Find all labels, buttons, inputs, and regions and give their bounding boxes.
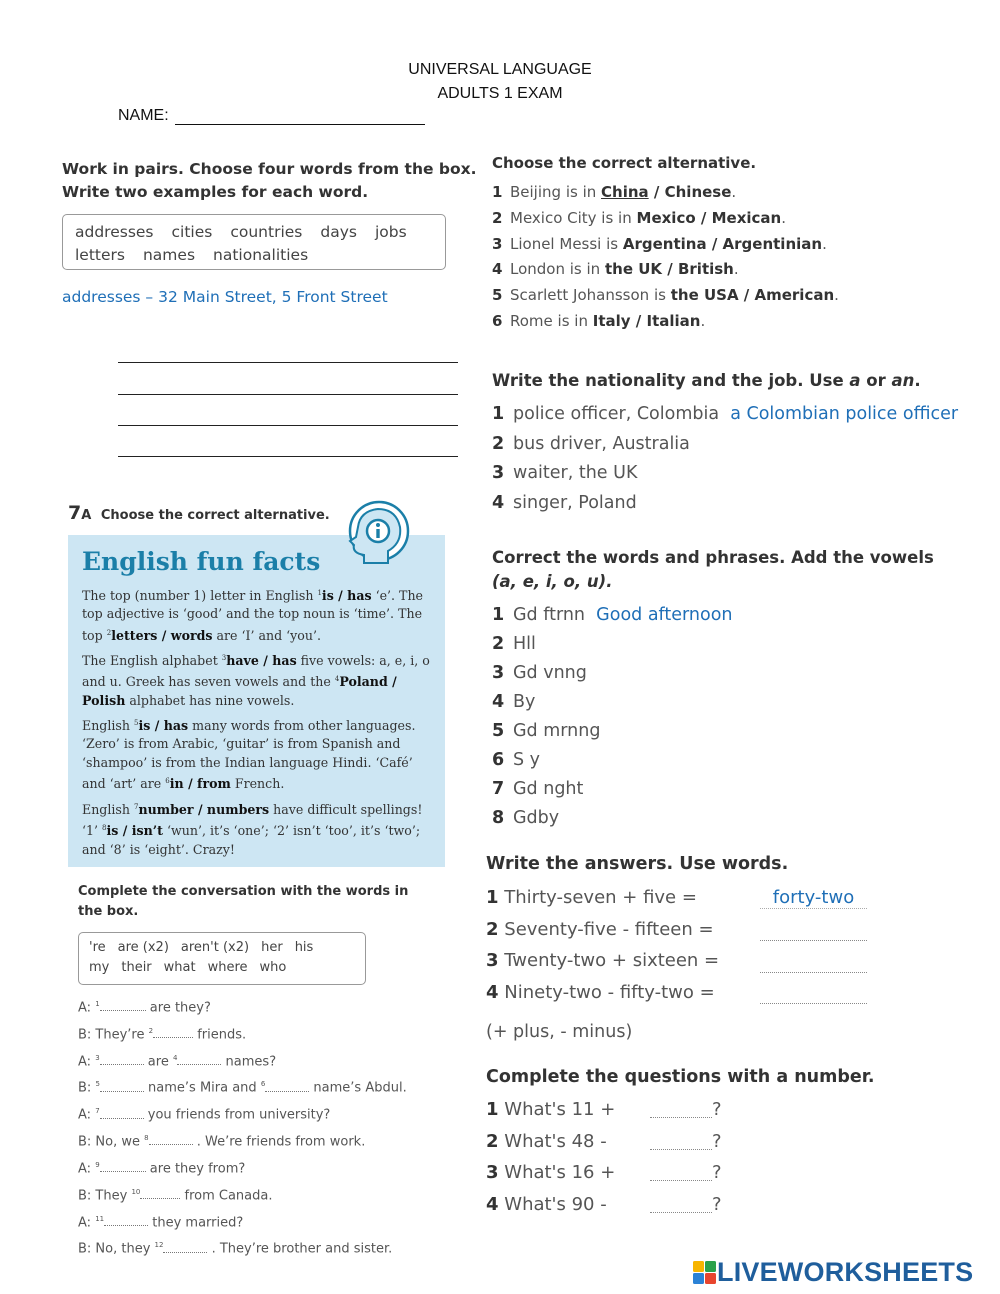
item-number: 2 xyxy=(486,1131,499,1152)
item-number: 3 xyxy=(492,663,505,683)
conversation-line: B: They $^{10}$ from Canada. xyxy=(78,1187,273,1204)
exercise-number: 7 xyxy=(68,502,82,524)
conversation-word-box xyxy=(78,932,366,985)
item-text: Lionel Messi is xyxy=(510,234,619,253)
item-text: What's 16 + xyxy=(504,1162,616,1183)
item-end: . xyxy=(733,260,739,279)
item-text: Gd nght xyxy=(513,779,584,799)
item-text: Mexico City is in xyxy=(510,208,632,227)
word-box-row1 xyxy=(75,221,445,244)
option-2[interactable]: Mexican xyxy=(711,208,782,227)
nationality-list xyxy=(492,400,958,519)
vowels-item xyxy=(492,775,733,804)
word-box-row1 xyxy=(89,938,365,958)
instruction-text: Write the nationality and the job. Use xyxy=(492,371,850,390)
instruction-an: an xyxy=(891,371,915,390)
gap-field[interactable] xyxy=(100,1159,146,1172)
vowels-item xyxy=(492,601,733,630)
word-item: his xyxy=(294,940,314,955)
answers-item xyxy=(486,950,719,971)
item-end: . xyxy=(834,286,839,305)
fact-paragraph: The English alphabet $^3$have / has five vowels: a, e, i, o and u. Greek has seven vowels and the $^4$Poland / Polish alphabet has nine vowels. xyxy=(82,653,430,708)
item-number: 7 xyxy=(492,779,505,799)
item-text: Gd vnng xyxy=(513,663,587,683)
answers-item xyxy=(486,982,715,1003)
option-2[interactable]: Argentinian xyxy=(722,234,823,253)
item-text: Seventy-five - fifteen = xyxy=(504,919,714,940)
words-instruction-line2: Write two examples for each word. xyxy=(62,183,369,201)
conversation-lines xyxy=(78,993,407,1261)
item-number: 3 xyxy=(486,950,499,971)
separator: / xyxy=(648,183,665,201)
word-item: nationalities xyxy=(213,246,309,264)
nationality-item xyxy=(492,430,958,460)
item-number: 2 xyxy=(486,919,499,940)
exercise-instruction: Choose the correct alternative. xyxy=(100,508,330,523)
name-blank[interactable] xyxy=(175,108,425,125)
item-text: Twenty-two + sixteen = xyxy=(504,950,720,971)
item-text: Hll xyxy=(513,634,536,654)
answer-field[interactable] xyxy=(760,940,867,941)
gap-field[interactable] xyxy=(153,1025,193,1038)
gap-field[interactable] xyxy=(104,1213,148,1226)
word-item: countries xyxy=(230,223,303,241)
question-item xyxy=(486,1131,607,1152)
words-instruction xyxy=(62,158,477,204)
conversation-line: B: No, they $^{12}$ . They’re brother and sister. xyxy=(78,1241,393,1257)
alternative-item xyxy=(492,180,839,206)
words-instruction-line1: Work in pairs. Choose four words from the box. xyxy=(62,160,477,178)
alternative-list xyxy=(492,180,839,335)
separator: / xyxy=(695,208,712,227)
item-text: Scarlett Johansson is xyxy=(510,286,666,305)
gap-field[interactable] xyxy=(149,1132,193,1145)
fun-facts-title: English fun facts xyxy=(82,547,321,576)
item-end: . xyxy=(822,234,827,253)
item-number: 5 xyxy=(492,286,503,305)
item-number: 2 xyxy=(492,433,505,454)
item-text: Gd mrnng xyxy=(513,721,601,741)
question-field[interactable] xyxy=(650,1212,712,1213)
question-ends xyxy=(712,1099,732,1224)
gap-field[interactable] xyxy=(265,1079,309,1092)
gap-field[interactable] xyxy=(100,1052,144,1065)
option-1[interactable]: the USA xyxy=(670,286,739,305)
item-number: 8 xyxy=(492,808,505,828)
word-item: where xyxy=(207,960,248,975)
question-mark: ? xyxy=(712,1162,722,1183)
gap-field[interactable] xyxy=(177,1052,221,1065)
answer-line[interactable] xyxy=(118,394,458,395)
fun-facts-box xyxy=(68,535,445,867)
item-number: 3 xyxy=(492,463,505,484)
word-item: jobs xyxy=(374,223,407,241)
item-number: 1 xyxy=(492,404,505,424)
words-example: addresses – 32 Main Street, 5 Front Street xyxy=(62,288,388,306)
option-1[interactable]: the UK xyxy=(604,260,663,279)
vowels-instruction xyxy=(492,546,934,594)
item-text: What's 90 - xyxy=(504,1194,607,1215)
question-mark: ? xyxy=(712,1131,722,1152)
word-box-row2 xyxy=(75,244,445,267)
question-mark: ? xyxy=(712,1194,722,1215)
questions-instruction: Complete the questions with a number. xyxy=(486,1067,875,1087)
option-2[interactable]: Italian xyxy=(646,311,701,330)
item-text: What's 48 - xyxy=(504,1131,607,1152)
conversation-line: B: $^5$ name’s Mira and $^6$ name’s Abdul. xyxy=(78,1080,407,1096)
item-number: 4 xyxy=(486,1194,499,1215)
nationality-item xyxy=(492,489,958,519)
conversation-line: A: $^{11}$ they married? xyxy=(78,1214,244,1230)
gap-field[interactable] xyxy=(163,1240,207,1253)
alternative-item xyxy=(492,206,839,232)
instruction-or: or xyxy=(860,371,892,390)
gap-field[interactable] xyxy=(100,1106,144,1119)
question-item xyxy=(486,1194,607,1215)
question-field[interactable] xyxy=(650,1149,712,1150)
word-box xyxy=(62,214,446,270)
item-end: . xyxy=(781,208,786,227)
item-number: 4 xyxy=(486,982,499,1003)
example-answer: a Colombian police officer xyxy=(730,404,959,424)
word-item: their xyxy=(121,960,152,975)
alternative-item xyxy=(492,283,839,309)
separator: / xyxy=(706,234,723,253)
exam-title: UNIVERSAL LANGUAGE xyxy=(408,61,592,78)
conversation-line: B: No, we $^8$ . We’re friends from work. xyxy=(78,1134,366,1150)
word-item: are (x2) xyxy=(117,940,169,955)
exam-subtitle: ADULTS 1 EXAM xyxy=(437,85,563,102)
example-answer: forty-two xyxy=(760,887,867,909)
vowels-instruction-line2: (a, e, i, o, u). xyxy=(492,572,613,591)
instruction-dot: . xyxy=(914,371,921,390)
option-1[interactable]: Argentina xyxy=(622,234,707,253)
alternative-item xyxy=(492,309,839,335)
item-number: 1 xyxy=(492,183,503,201)
vowels-instruction-line1: Correct the words and phrases. Add the vowels xyxy=(492,548,934,567)
answer-field[interactable] xyxy=(760,972,867,973)
vowels-item xyxy=(492,630,733,659)
word-item: days xyxy=(320,223,357,241)
example-answer: Good afternoon xyxy=(596,605,733,625)
conversation-line: A: $^7$ you friends from university? xyxy=(78,1107,331,1123)
word-item: 're xyxy=(89,940,106,955)
item-number: 5 xyxy=(492,721,505,741)
word-item: who xyxy=(259,960,287,975)
item-number: 1 xyxy=(492,605,505,625)
separator: / xyxy=(662,260,678,279)
word-item: cities xyxy=(171,223,213,241)
item-text: Thirty-seven + five = xyxy=(504,887,697,908)
question-mark: ? xyxy=(712,1099,722,1120)
option-2[interactable]: Chinese xyxy=(664,183,732,201)
conversation-instruction-line1: Complete the conversation with the words in xyxy=(78,884,409,899)
item-number: 2 xyxy=(492,208,503,227)
conversation-line: A: $^3$ are $^4$ names? xyxy=(78,1053,277,1069)
item-number: 4 xyxy=(492,692,505,712)
instruction-a: a xyxy=(849,371,861,390)
gap-field[interactable] xyxy=(100,998,146,1011)
name-label: NAME: xyxy=(118,107,169,124)
answers-item xyxy=(486,919,714,940)
word-item: aren't (x2) xyxy=(180,940,250,955)
item-number: 3 xyxy=(492,234,503,253)
word-item: what xyxy=(163,960,196,975)
answers-item xyxy=(486,887,697,908)
alternative-item xyxy=(492,257,839,283)
separator: / xyxy=(630,311,647,330)
nationality-item xyxy=(492,400,958,430)
item-number: 4 xyxy=(492,260,503,279)
item-text: waiter, the UK xyxy=(513,463,638,484)
item-text: Gd ftrnn xyxy=(513,605,586,625)
item-text: Ninety-two - fifty-two = xyxy=(504,982,715,1003)
vowels-item xyxy=(492,746,733,775)
word-item: my xyxy=(89,960,110,975)
conversation-line: B: They’re $^2$ friends. xyxy=(78,1026,247,1043)
word-item: letters xyxy=(75,246,125,264)
item-text: singer, Poland xyxy=(513,493,637,514)
exercise-letter: A xyxy=(81,508,92,523)
nationality-instruction xyxy=(492,369,921,392)
item-text: police officer, Colombia xyxy=(513,404,720,424)
item-text: By xyxy=(513,692,536,712)
option-1[interactable]: Mexico xyxy=(636,208,696,227)
alternative-item xyxy=(492,232,839,258)
item-number: 2 xyxy=(492,634,505,654)
vowels-item xyxy=(492,688,733,717)
item-number: 3 xyxy=(486,1162,499,1183)
math-note: (+ plus, - minus) xyxy=(486,1022,633,1042)
option-2[interactable]: British xyxy=(677,260,734,279)
brand-logo-icon xyxy=(693,1261,717,1285)
answers-instruction: Write the answers. Use words. xyxy=(486,854,789,874)
vowels-item xyxy=(492,717,733,746)
word-item: names xyxy=(142,246,196,264)
item-number: 4 xyxy=(492,493,505,514)
item-number: 6 xyxy=(492,750,505,770)
answer-field[interactable] xyxy=(760,1003,867,1004)
gap-field[interactable] xyxy=(100,1079,144,1092)
item-end: . xyxy=(731,183,737,201)
item-text: Beijing is in xyxy=(510,183,597,201)
conversation-line: A: $^9$ are they from? xyxy=(78,1160,246,1177)
conversation-instruction-line2: the box. xyxy=(78,904,139,919)
item-text: Gdby xyxy=(513,808,560,828)
fact-paragraph: English $^5$is / has many words from other languages. ‘Zero’ is from Arabic, ‘guitar’ is from Spanish and ‘shampoo’ is from the Indian language Hindi. ‘Café’ and ‘art’ are $^6$in / from French. xyxy=(82,718,416,792)
word-item: addresses xyxy=(75,223,154,241)
item-number: 6 xyxy=(492,311,503,330)
answer-line[interactable] xyxy=(118,425,458,426)
option-1[interactable]: Italy xyxy=(592,311,631,330)
item-text: bus driver, Australia xyxy=(513,433,690,454)
question-field[interactable] xyxy=(650,1180,712,1181)
vowels-item xyxy=(492,659,733,688)
option-2[interactable]: American xyxy=(754,286,835,305)
question-item xyxy=(486,1099,615,1120)
item-text: London is in xyxy=(510,260,601,279)
gap-field[interactable] xyxy=(140,1186,180,1199)
answer-line[interactable] xyxy=(118,362,458,363)
brand-name: LIVEWORKSHEETS xyxy=(717,1257,974,1287)
nationality-item xyxy=(492,459,958,489)
answer-line[interactable] xyxy=(118,456,458,457)
option-1[interactable]: China xyxy=(601,183,649,201)
word-box-row2 xyxy=(89,958,365,978)
conversation-instruction xyxy=(78,882,408,922)
info-icon xyxy=(338,499,416,573)
fact-paragraph: English $^7$number / numbers have difficult spellings! ‘1’ $^8$is / isn’t ‘wun’, it’s ‘one’; ‘2’ isn’t ‘too’, it’s ‘two’; and ‘8’ is ‘eight’. Crazy! xyxy=(82,802,423,857)
vowels-item xyxy=(492,804,733,833)
brand-logo xyxy=(693,1257,973,1288)
fact-paragraph: The top (number 1) letter in English $^1$is / has ‘e’. The top adjective is ‘good’ and the top noun is ‘time’. The top $^2$letters / words are ‘I’ and ‘you’. xyxy=(82,588,424,643)
conversation-line: A: $^1$ are they? xyxy=(78,1000,211,1016)
question-field[interactable] xyxy=(650,1117,712,1118)
item-text: Rome is in xyxy=(510,311,588,330)
question-item xyxy=(486,1162,615,1183)
vowels-list xyxy=(492,601,733,833)
item-text: What's 11 + xyxy=(504,1099,616,1120)
item-end: . xyxy=(700,311,706,330)
separator: / xyxy=(738,286,755,305)
item-number: 1 xyxy=(486,887,499,908)
exercise-7a-label xyxy=(68,502,330,524)
word-item: her xyxy=(261,940,283,955)
alternative-instruction: Choose the correct alternative. xyxy=(492,154,757,172)
item-number: 1 xyxy=(486,1099,499,1120)
name-field xyxy=(118,107,425,125)
item-text: S y xyxy=(513,750,541,770)
